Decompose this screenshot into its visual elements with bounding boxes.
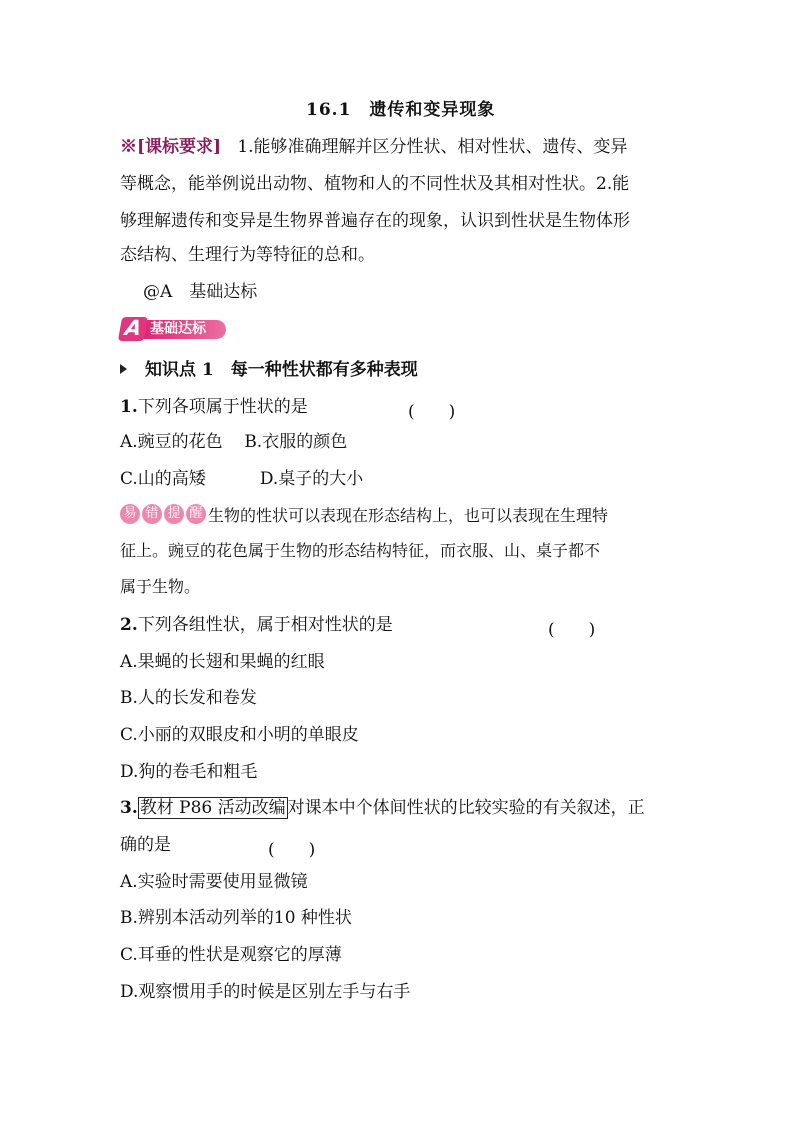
question-2-option-a: A.果蝇的长翅和果蝇的红眼 <box>120 652 325 672</box>
page-title: 16.1 遗传和变异现象 <box>306 100 496 120</box>
question-3-option-c: C.耳垂的性状是观察它的厚薄 <box>120 945 342 965</box>
badge-text: 基础达标 <box>150 321 206 337</box>
question-2-number: 2. <box>120 615 138 635</box>
knowledge-point-text: 知识点 1 每一种性状都有多种表现 <box>145 360 418 380</box>
requirement-label: ※[课标要求] <box>120 137 222 157</box>
tip-char-4: 醒 <box>186 504 206 524</box>
knowledge-point-heading <box>120 360 418 380</box>
question-1-stem <box>120 397 308 417</box>
question-2-text: 下列各组性状，属于相对性状的是 <box>137 615 393 635</box>
question-1-option-a: A.豌豆的花色 <box>120 432 223 452</box>
question-3-option-d: D.观察惯用手的时候是区别左手与右手 <box>120 982 411 1002</box>
tip-line-1: 生物的性状可以表现在形态结构上，也可以表现在生理特 <box>208 506 609 525</box>
tip-char-1: 易 <box>120 504 140 524</box>
question-3-option-b: B.辨别本活动列举的10 种性状 <box>120 908 352 928</box>
question-2-option-c: C.小丽的双眼皮和小明的单眼皮 <box>120 725 359 745</box>
section-a-badge <box>120 317 228 341</box>
question-1-number: 1. <box>120 397 138 417</box>
question-3-text-1: 对课本中个体间性状的比较实验的有关叙述，正 <box>287 798 645 818</box>
question-3-stem-line-2: 确的是 <box>120 835 171 855</box>
question-2-answer-bracket: ( ) <box>548 620 596 640</box>
badge-letter-box <box>118 317 148 341</box>
question-1-option-d: D.桌子的大小 <box>259 469 364 489</box>
question-3-number: 3. <box>120 798 138 818</box>
question-3-option-a: A.实验时需要使用显微镜 <box>120 872 308 892</box>
error-tip-badge <box>120 504 206 524</box>
question-3-stem-line-1 <box>120 798 645 818</box>
requirement-line-4: 态结构、生理行为等特征的总和。 <box>120 245 375 265</box>
question-3-answer-bracket: ( ) <box>268 840 316 860</box>
tip-char-3: 提 <box>164 504 184 524</box>
question-1-text: 下列各项属于性状的是 <box>137 397 308 417</box>
question-1-options-cd <box>120 469 363 489</box>
requirement-line-2: 等概念，能举例说出动物、植物和人的不同性状及其相对性状。2.能 <box>120 174 630 194</box>
badge-bar <box>134 320 226 339</box>
question-2-option-d: D.狗的卷毛和粗毛 <box>120 762 258 782</box>
question-1-option-c: C.山的高矮 <box>120 469 206 489</box>
tip-line-2: 征上。豌豆的花色属于生物的形态结构特征，而衣服、山、桌子都不 <box>120 541 601 560</box>
badge-letter: A <box>123 316 144 340</box>
question-1-answer-bracket: ( ) <box>408 402 456 422</box>
question-1-option-b: B.衣服的颜色 <box>244 432 348 452</box>
question-2-option-b: B.人的长发和卷发 <box>120 688 257 708</box>
triangle-bullet-icon <box>120 364 127 374</box>
question-3-source-box: 教材 P86 活动改编 <box>139 798 286 818</box>
requirement-line-3: 够理解遗传和变异是生物界普遍存在的现象，认识到性状是生物体形 <box>120 211 630 231</box>
tip-char-2: 错 <box>142 504 162 524</box>
question-1-options-ab <box>120 432 347 452</box>
section-a-heading-text: @A 基础达标 <box>143 282 258 302</box>
tip-line-3: 属于生物。 <box>120 577 201 596</box>
question-2-stem <box>120 615 393 635</box>
requirement-line-1 <box>120 137 628 157</box>
requirement-text-1: 1.能够准确理解并区分性状、相对性状、遗传、变异 <box>237 137 628 157</box>
